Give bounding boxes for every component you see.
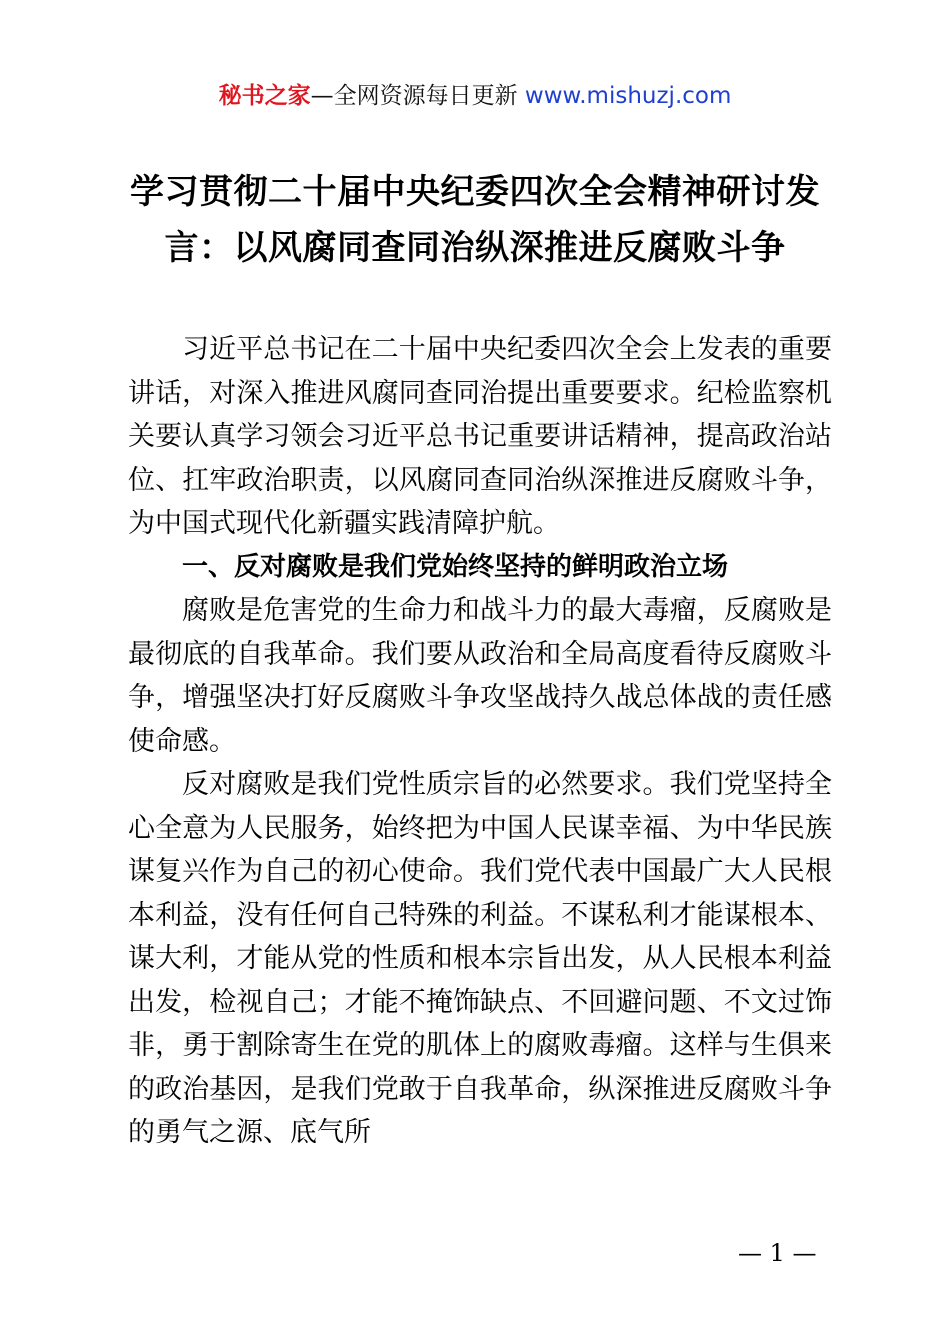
page-number: — 1 — — [738, 1239, 817, 1267]
document-title: 学习贯彻二十届中央纪委四次全会精神研讨发言：以风腐同查同治纵深推进反腐败斗争 — [130, 172, 820, 268]
intro-paragraph: 习近平总书记在二十届中央纪委四次全会上发表的重要讲话，对深入推进风腐同查同治提出重要要求。纪检监察机关要认真学习领会习近平总书记重要讲话精神，提高政治站位、扛牢政治职责，以风腐同查同治纵深推进反腐败斗争，为中国式现代化新疆实践清障护航。 — [128, 334, 832, 539]
site-url-link[interactable]: www.mishuzj.com — [524, 83, 732, 109]
body-paragraph: 反对腐败是我们党性质宗旨的必然要求。我们党坚持全心全意为人民服务，始终把为中国人民谋幸福、为中华民族谋复兴作为自己的初心使命。我们党代表中国最广大人民根本利益，没有任何自己特殊的利益。不谋私利才能谋根本、谋大利，才能从党的性质和根本宗旨出发，从人民根本利益出发，检视自己；才能不掩饰缺点、不回避问题、不文过饰非，勇于割除寄生在党的肌体上的腐败毒瘤。这样与生俱来的政治基因，是我们党敢于自我革命，纵深推进反腐败斗争的勇气之源、底气所 — [128, 769, 832, 1148]
site-tagline: —全网资源每日更新 — [310, 83, 518, 109]
site-brand: 秘书之家 — [218, 83, 311, 109]
body-paragraph: 腐败是危害党的生命力和战斗力的最大毒瘤，反腐败是最彻底的自我革命。我们要从政治和全局高度看待反腐败斗争，增强坚决打好反腐败斗争攻坚战持久战总体战的责任感使命感。 — [128, 595, 832, 757]
document-body — [128, 328, 832, 1155]
section-heading: 一、反对腐败是我们党始终坚持的鲜明政治立场 — [182, 551, 729, 582]
site-banner — [0, 80, 950, 112]
